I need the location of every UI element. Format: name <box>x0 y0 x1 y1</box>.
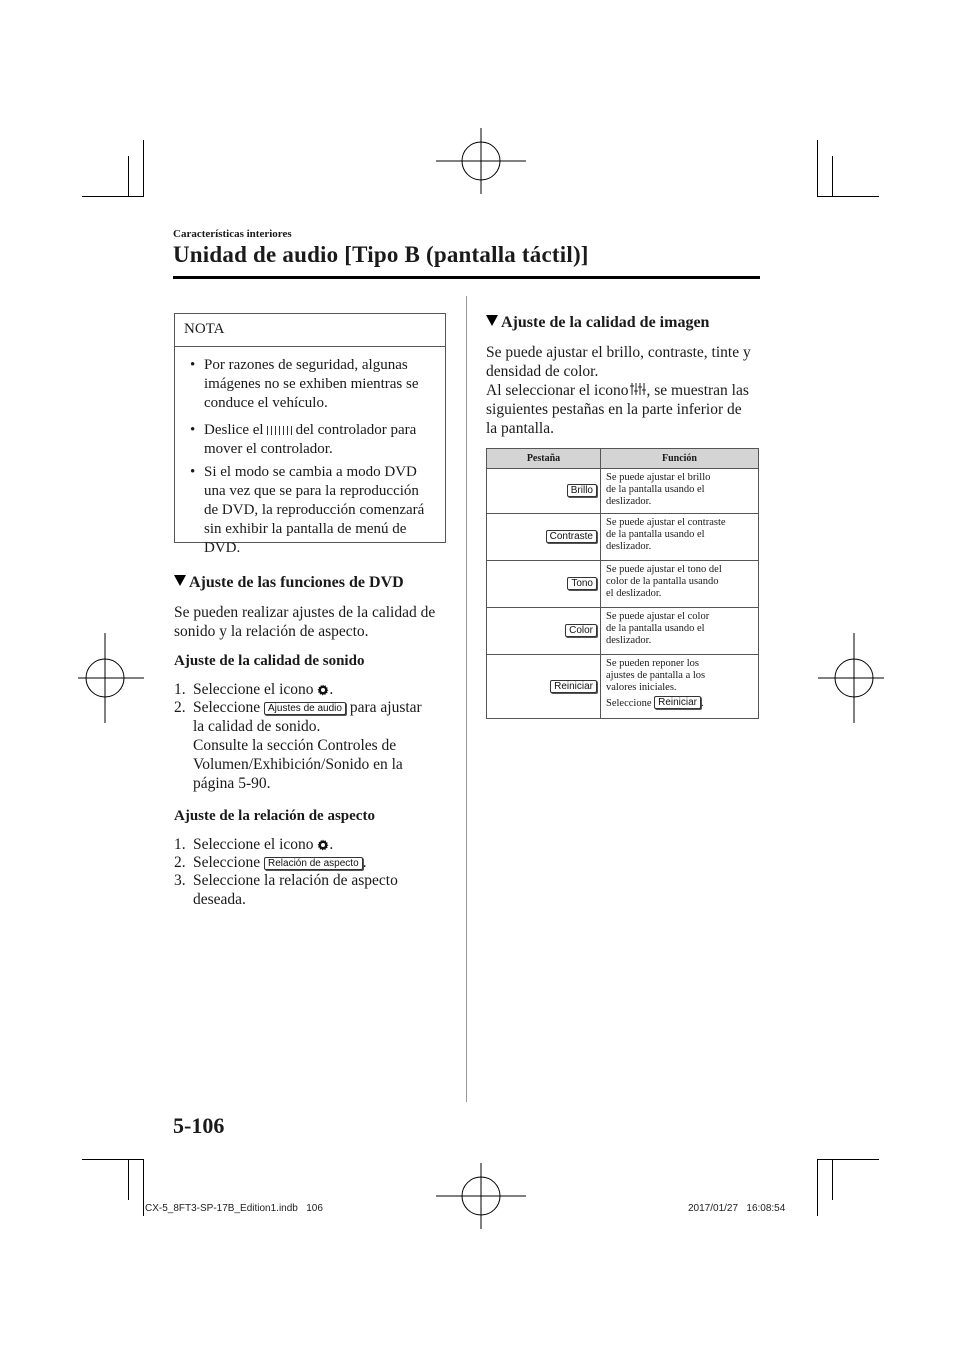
note-item <box>175 356 445 413</box>
para-line: densidad de color. <box>486 363 599 380</box>
cell-line: Se pueden reponer los <box>606 658 700 669</box>
note-line <box>204 421 437 440</box>
step-number: 2. <box>174 854 186 871</box>
function-cell <box>601 469 759 514</box>
heading-text: Ajuste de las funciones de DVD <box>189 574 404 591</box>
function-cell <box>601 608 759 655</box>
cell-line: deslizador. <box>606 635 652 646</box>
page-title: Unidad de audio [Tipo B (pantalla táctil)] <box>173 242 589 267</box>
color-tab-button: Color <box>565 624 597 637</box>
sound-heading: Ajuste de la calidad de sonido <box>174 653 365 669</box>
aspect-step-3-cont: deseada. <box>193 891 246 908</box>
tono-tab-button: Tono <box>567 577 597 590</box>
note-line: Por razones de seguridad, algunas <box>204 357 408 373</box>
bullet: • <box>190 464 196 480</box>
note-line: sin exhibir la pantalla de menú de <box>204 521 407 537</box>
note-line: imágenes no se exhiben mientras se <box>204 376 419 392</box>
crop-mark <box>817 1159 879 1160</box>
crop-mark <box>832 1159 833 1200</box>
function-cell <box>601 561 759 608</box>
step-text: Seleccione <box>193 854 261 871</box>
cell-line: Se puede ajustar el contraste <box>606 517 726 528</box>
step-body <box>193 698 422 717</box>
image-heading <box>486 314 709 332</box>
table-header: Pestaña <box>487 449 601 469</box>
reiniciar-tab-button: Reiniciar <box>550 680 597 693</box>
para-line: sonido y la relación de aspecto. <box>174 623 369 640</box>
tab-cell <box>487 514 601 561</box>
step-text: Seleccione el icono <box>193 836 314 853</box>
tab-cell <box>487 469 601 514</box>
triangle-marker-icon <box>174 575 186 586</box>
registration-mark-icon <box>818 633 884 723</box>
image-adjust-icon <box>630 382 646 396</box>
cell-line: Se puede ajustar el color <box>606 611 710 622</box>
step-number: 1. <box>174 836 186 853</box>
contraste-tab-button: Contraste <box>546 530 597 543</box>
note-line: mover el controlador. <box>204 441 333 457</box>
brillo-tab-button: Brillo <box>567 484 597 497</box>
para-text: Al seleccionar el icono <box>486 382 629 399</box>
cell-line: color de la pantalla usando <box>606 576 719 587</box>
table-row <box>487 561 759 608</box>
para-line <box>486 381 751 400</box>
page-number: 5-106 <box>173 1113 225 1138</box>
note-header <box>175 314 445 347</box>
table-row <box>487 655 759 719</box>
para-line: página 5-90. <box>193 775 271 792</box>
title-rule <box>173 276 760 279</box>
cell-line: Seleccione Reiniciar . <box>606 697 704 709</box>
tab-cell <box>487 655 601 719</box>
para-text: , se muestran las <box>646 382 749 399</box>
para-line: Volumen/Exhibición/Sonido en la <box>193 756 403 773</box>
note-title: NOTA <box>184 321 225 337</box>
footer-timestamp: 2017/01/27 16:08:54 <box>688 1203 786 1214</box>
note-line: una vez que se para la reproducción <box>204 483 419 499</box>
cell-line: deslizador. <box>606 541 652 552</box>
sound-step-2-cont <box>193 717 403 793</box>
crop-mark <box>832 156 833 197</box>
table-row <box>487 469 759 514</box>
para-line: Se pueden realizar ajustes de la calidad de <box>174 604 436 621</box>
function-cell <box>601 514 759 561</box>
audio-settings-button: Ajustes de audio <box>264 702 346 715</box>
tab-cell <box>487 561 601 608</box>
aspect-ratio-button: Relación de aspecto <box>264 857 363 870</box>
para-line: la calidad de sonido. <box>193 718 321 735</box>
step-number: 1. <box>174 681 186 698</box>
crop-mark <box>128 1159 129 1200</box>
crop-mark <box>817 1159 818 1216</box>
heading-text: Ajuste de la calidad de imagen <box>501 314 710 331</box>
para-line: Consulte la sección Controles de <box>193 737 397 754</box>
crop-mark <box>128 156 129 197</box>
crop-mark <box>82 1159 144 1160</box>
step-body: Seleccione el icono . <box>193 681 334 698</box>
step-text: Seleccione <box>193 699 261 716</box>
column-divider <box>466 296 467 1102</box>
para-line: la pantalla. <box>486 420 554 437</box>
registration-mark-icon <box>436 1163 526 1229</box>
cell-line: Se puede ajustar el tono del <box>606 564 722 575</box>
cell-line: deslizador. <box>606 496 652 507</box>
step-body: Seleccione el icono . <box>193 836 334 853</box>
tabs-table <box>486 448 759 719</box>
cell-line: ajustes de pantalla a los <box>606 670 706 681</box>
cell-text: Seleccione <box>606 698 652 709</box>
crop-mark <box>143 140 144 197</box>
cell-line: Se puede ajustar el brillo <box>606 472 711 483</box>
note-item <box>175 463 445 558</box>
crop-mark <box>817 196 879 197</box>
bullet: • <box>190 422 196 438</box>
registration-mark-icon <box>78 633 144 723</box>
step-number: 3. <box>174 872 186 889</box>
gear-icon <box>317 839 329 851</box>
section-label: Características interiores <box>173 228 292 240</box>
note-list <box>175 356 445 562</box>
note-line: de DVD, la reproducción comenzará <box>204 502 425 518</box>
table-row <box>487 514 759 561</box>
step-text: Seleccione el icono <box>193 681 314 698</box>
note-item <box>175 421 445 459</box>
reiniciar-button: Reiniciar <box>654 696 701 709</box>
note-line: Si el modo se cambia a modo DVD <box>204 464 417 480</box>
slider-icon <box>267 426 293 435</box>
cell-line: de la pantalla usando el <box>606 484 705 495</box>
bullet: • <box>190 357 196 373</box>
crop-mark <box>817 140 818 197</box>
tab-cell <box>487 608 601 655</box>
para-line: siguientes pestañas en la parte inferior de <box>486 401 742 418</box>
gear-icon <box>317 684 329 696</box>
crop-mark <box>82 196 144 197</box>
step-body: Seleccione la relación de aspecto <box>193 872 398 889</box>
aspect-heading: Ajuste de la relación de aspecto <box>174 808 375 824</box>
step-body: Seleccione Relación de aspecto . <box>193 854 367 871</box>
cell-line: el deslizador. <box>606 588 662 599</box>
crop-mark <box>143 1159 144 1216</box>
cell-line: valores iniciales. <box>606 682 677 693</box>
footer-file: CX-5_8FT3-SP-17B_Edition1.indb 106 <box>145 1203 323 1214</box>
table-header: Función <box>601 449 759 469</box>
para-line: Se puede ajustar el brillo, contraste, tinte y <box>486 344 751 361</box>
image-intro <box>486 343 751 438</box>
note-line: conduce el vehículo. <box>204 395 328 411</box>
step-number: 2. <box>174 699 186 716</box>
cell-line: de la pantalla usando el <box>606 623 705 634</box>
table-row <box>487 608 759 655</box>
function-cell <box>601 655 759 719</box>
registration-mark-icon <box>436 128 526 194</box>
cell-line: de la pantalla usando el <box>606 529 705 540</box>
note-text: Deslice el <box>204 422 264 438</box>
table-header-row <box>487 449 759 469</box>
note-box <box>174 313 446 556</box>
triangle-marker-icon <box>486 315 498 326</box>
dvd-intro <box>174 603 435 641</box>
note-line: DVD. <box>204 540 241 556</box>
note-text: del controlador para <box>295 422 417 438</box>
step-text: para ajustar <box>349 699 422 716</box>
dvd-heading <box>174 574 404 592</box>
